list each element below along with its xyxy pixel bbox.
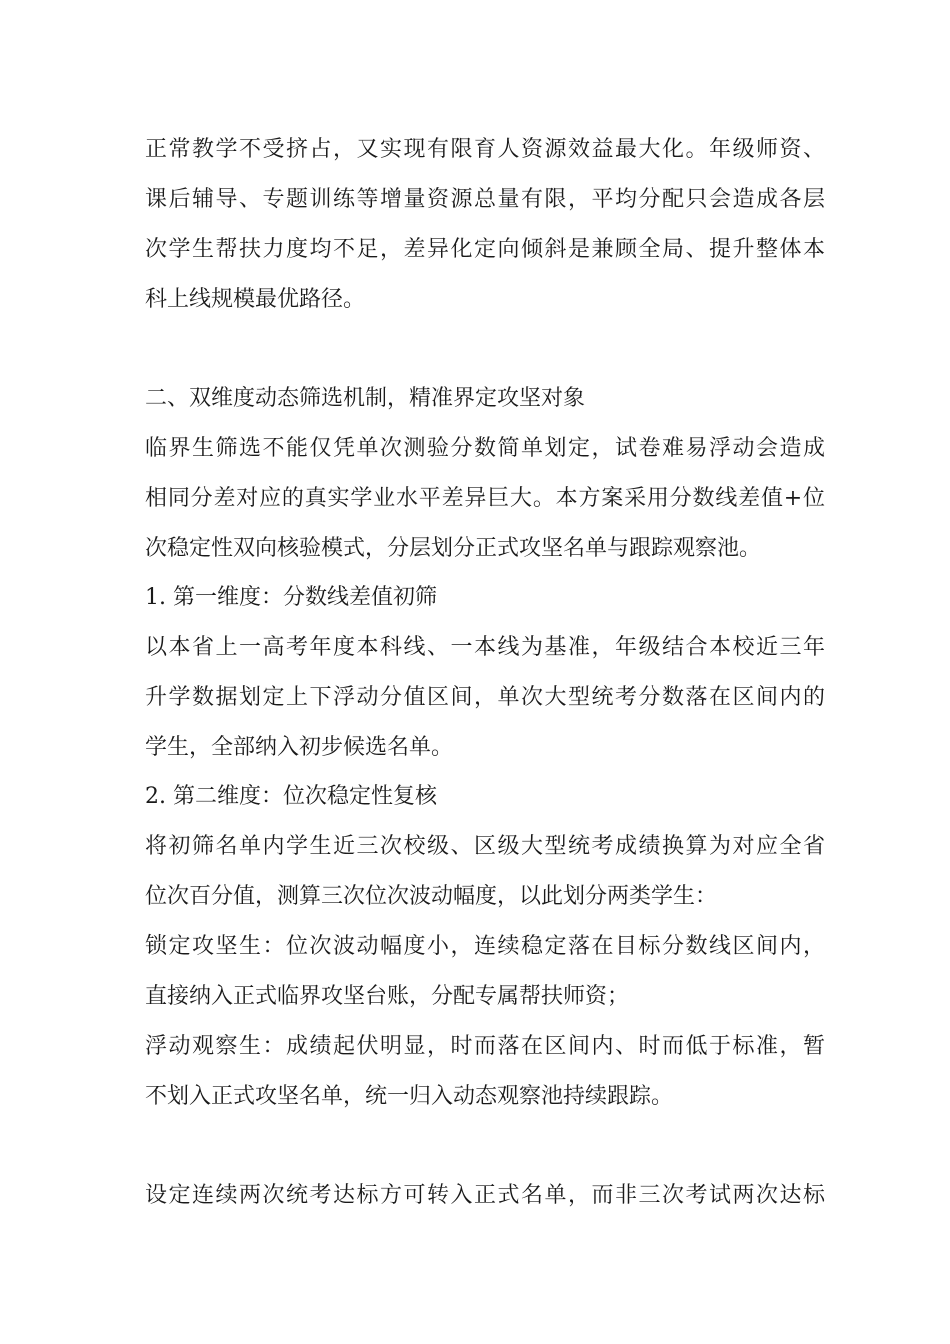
paragraph-line: 科上线规模最优路径。: [145, 287, 366, 312]
subsection-heading: 1. 第一维度：分数线差值初筛: [145, 585, 437, 610]
paragraph-line: 直接纳入正式临界攻坚台账，分配专属帮扶师资；: [145, 984, 630, 1009]
paragraph-line: 相同分差对应的真实学业水平差异巨大。本方案采用分数线差值+位: [145, 486, 825, 511]
paragraph-line: 位次百分值，测算三次位次波动幅度，以此划分两类学生：: [145, 884, 718, 909]
paragraph-line: 次学生帮扶力度均不足，差异化定向倾斜是兼顾全局、提升整体本: [145, 237, 825, 262]
section-heading: 二、双维度动态筛选机制，精准界定攻坚对象: [145, 386, 586, 411]
paragraph-line: 以本省上一高考年度本科线、一本线为基准，年级结合本校近三年: [145, 635, 825, 660]
subsection-heading: 2. 第二维度：位次稳定性复核: [145, 784, 437, 809]
paragraph-line: 正常教学不受挤占，又实现有限育人资源效益最大化。年级师资、: [145, 137, 825, 162]
paragraph-line: 次稳定性双向核验模式，分层划分正式攻坚名单与跟踪观察池。: [145, 536, 762, 561]
paragraph-line: 将初筛名单内学生近三次校级、区级大型统考成绩换算为对应全省: [145, 834, 825, 859]
paragraph-line: 不划入正式攻坚名单，统一归入动态观察池持续跟踪。: [145, 1084, 674, 1109]
paragraph-line: 设定连续两次统考达标方可转入正式名单，而非三次考试两次达标: [145, 1183, 825, 1208]
paragraph-line: 浮动观察生：成绩起伏明显，时而落在区间内、时而低于标准，暂: [145, 1034, 825, 1059]
paragraph-line: 临界生筛选不能仅凭单次测验分数简单划定，试卷难易浮动会造成: [145, 436, 825, 461]
paragraph-line: 课后辅导、专题训练等增量资源总量有限，平均分配只会造成各层: [145, 187, 825, 212]
paragraph-line: 锁定攻坚生：位次波动幅度小，连续稳定落在目标分数线区间内，: [145, 934, 825, 959]
paragraph-line: 学生，全部纳入初步候选名单。: [145, 735, 454, 760]
paragraph-line: 升学数据划定上下浮动分值区间，单次大型统考分数落在区间内的: [145, 685, 825, 710]
